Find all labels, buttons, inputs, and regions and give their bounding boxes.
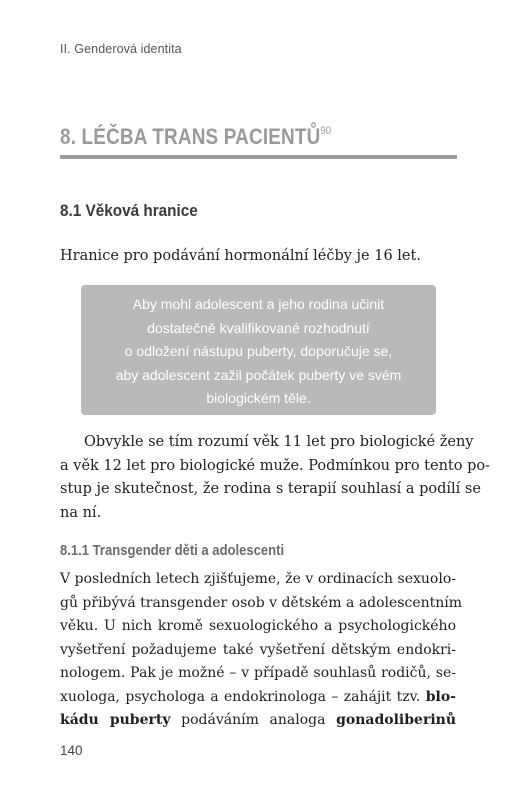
paragraph-line: Obvykle se tím rozumí věk 11 let pro biologické ženy	[84, 434, 474, 450]
paragraph-line: stup je skutečnost, že rodina s terapií souhlasí a podílí se	[60, 481, 481, 497]
paragraph-line: Hranice pro podávání hormonální léčby je 16 let.	[60, 248, 421, 264]
subsection-title: 8.1.1 Transgender děti a adolescenti	[60, 543, 285, 559]
paragraph-line-text: xuologa, psychologa a endokrinologa – zahájit tzv.	[60, 688, 421, 705]
chapter-title	[60, 124, 331, 150]
footnote-reference[interactable]: 90	[320, 124, 332, 137]
paragraph-line: a věk 12 let pro biologické muže. Podmínkou pro tento po-	[60, 457, 490, 474]
section-title: 8.1 Věková hranice	[60, 201, 198, 220]
quote-line: Aby mohl adolescent a jeho rodina učinit	[132, 296, 385, 312]
bold-term: gonadoliberinů	[336, 712, 456, 728]
paragraph-transgender-youth	[60, 568, 463, 733]
paragraph-line	[60, 709, 456, 733]
paragraph-line	[60, 686, 456, 710]
bold-term: kádu puberty	[60, 712, 171, 728]
paragraph-line-text: podáváním analoga	[170, 712, 337, 728]
quote-line: biologickém těle.	[206, 390, 311, 406]
quote-text	[81, 293, 436, 411]
chapter-title-text: 8. LÉČBA TRANS PACIENTŮ	[60, 124, 321, 149]
chapter-divider	[60, 155, 457, 159]
paragraph-line: gů přibývá transgender osob v dětském a adolescentním	[60, 594, 463, 611]
running-head: II. Genderová identita	[60, 42, 182, 56]
page-number: 140	[60, 743, 83, 758]
paragraph-line: vyšetření požadujeme také vyšetření dětským endokri-	[60, 641, 456, 658]
paragraph-line: V posledních letech zjišťujeme, že v ordinacích sexuolo-	[60, 571, 456, 587]
paragraph-line: na ní.	[60, 504, 102, 521]
bold-term: blo-	[425, 688, 456, 705]
paragraph-line: věku. U nich kromě sexuologického a psychologického	[60, 618, 456, 634]
quote-box	[81, 285, 436, 415]
paragraph-line: nologem. Pak je možné – v případě souhlasů rodičů, se-	[60, 665, 456, 681]
quote-line: dostatečně kvalifikované rozhodnutí	[147, 319, 370, 336]
paragraph-age-limit	[60, 245, 456, 269]
quote-line: o odložení nástupu puberty, doporučuje se,	[124, 343, 393, 359]
quote-line: aby adolescent zažil počátek puberty ve svém	[115, 366, 402, 383]
paragraph-age-details	[60, 431, 490, 525]
